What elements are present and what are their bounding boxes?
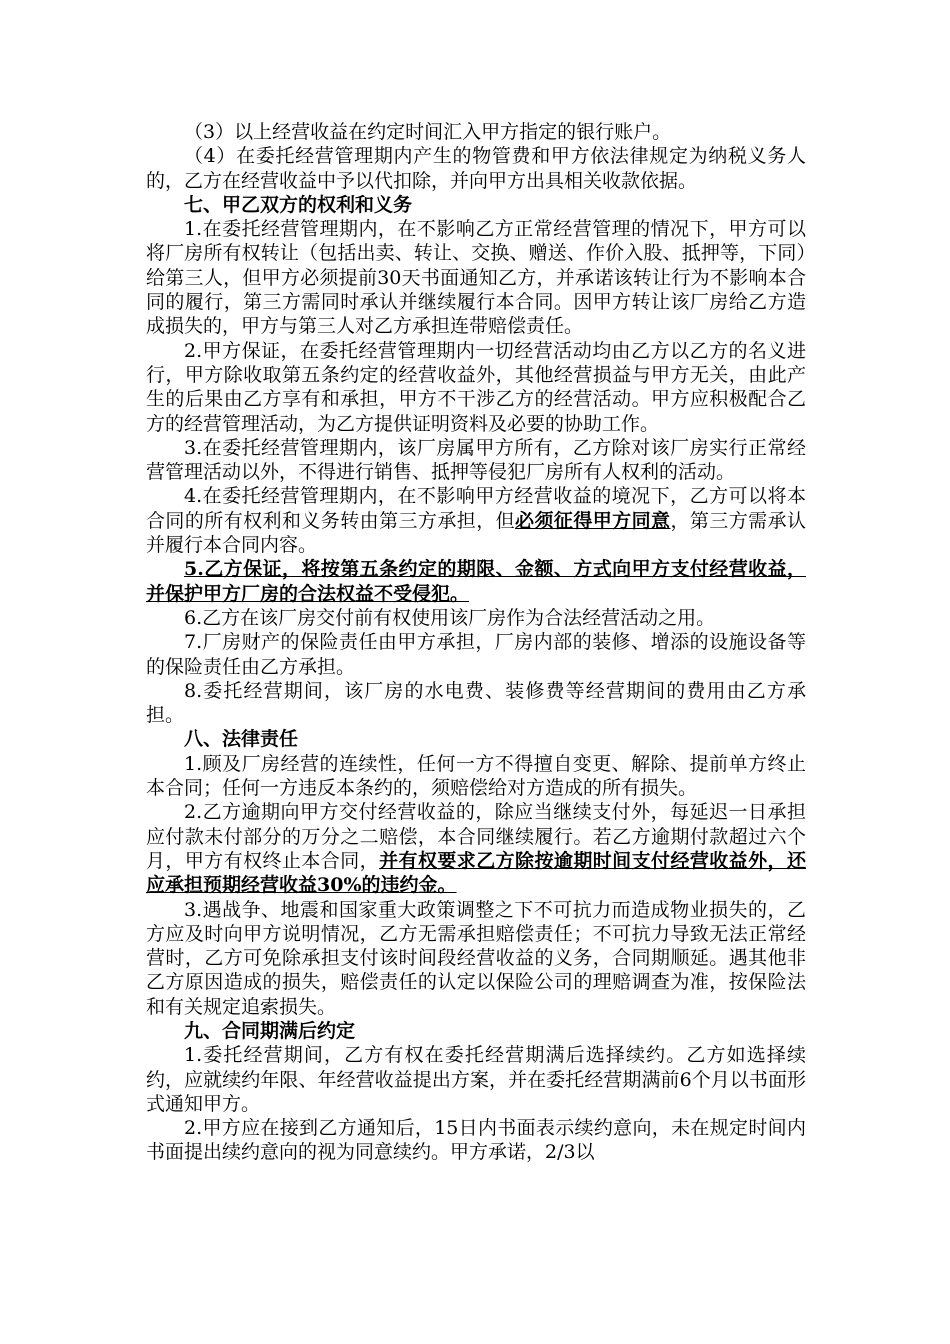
clause-text: 2.乙方逾期向甲方交付经营收益的，除应当继续支付外，每延迟一日承担应付款未付部分的万分之二赔偿，本合同继续履行。若乙方逾期付款超过六个月，甲方有权终止本合同， <box>146 801 806 872</box>
clause-7-7 <box>146 630 806 679</box>
document-page <box>146 120 806 1165</box>
clause-8-3 <box>146 898 806 1019</box>
emphasized-text: 5.乙方保证，将按第五条约定的期限、金额、方式向甲方支付经营收益，并保护甲方厂房的合法权益不受侵犯。 <box>146 558 806 605</box>
clause-text: 4.在委托经营管理期内，在不影响甲方经营收益的境况下，乙方可以将本合同的所有权利和义务转由第三方承担，但 <box>146 485 806 532</box>
section-heading-9 <box>146 1019 806 1043</box>
heading-text: 八、法律责任 <box>184 728 299 751</box>
clause-text: （3）以上经营收益在约定时间汇入甲方指定的银行账户。 <box>184 121 672 143</box>
clause-text: 3.在委托经营管理期内，该厂房属甲方所有，乙方除对该厂房实行正常经营管理活动以外，不得进行销售、抵押等侵犯厂房所有人权利的活动。 <box>146 436 806 484</box>
clause-7-5 <box>146 557 806 606</box>
clause-7-8 <box>146 679 806 728</box>
clause-text: 1.委托经营期间，乙方有权在委托经营期满后选择续约。乙方如选择续约，应就续约年限、年经营收益提出方案，并在委托经营期满前6个月以书面形式通知甲方。 <box>146 1044 806 1115</box>
clause-text: （4）在委托经营管理期内产生的物管费和甲方依法律规定为纳税义务人的，乙方在经营收益中予以代扣除，并向甲方出具相关收款依据。 <box>146 145 806 192</box>
clause-text: 2.甲方应在接到乙方通知后，15日内书面表示续约意向，未在规定时间内书面提出续约意向的视为同意续约。甲方承诺，2/3以 <box>146 1117 806 1164</box>
heading-text: 七、甲乙双方的权利和义务 <box>184 193 413 216</box>
clause-8-1 <box>146 752 806 801</box>
clause-text-after: ，第三方需承认并履行本合同内容。 <box>146 509 806 557</box>
clause-6-4 <box>146 144 806 193</box>
clause-text: 6.乙方在该厂房交付前有权使用该厂房作为合法经营活动之用。 <box>184 606 716 629</box>
clause-7-3 <box>146 436 806 485</box>
clause-text: 8.委托经营期间，该厂房的水电费、装修费等经营期间的费用由乙方承担。 <box>146 679 806 727</box>
clause-6-3 <box>146 120 806 144</box>
clause-9-1 <box>146 1043 806 1116</box>
emphasized-text: 并有权要求乙方除按逾期时间支付经营收益外，还应承担预期经营收益30%的违约金。 <box>146 849 806 897</box>
section-heading-8 <box>146 727 806 751</box>
emphasized-text: 必须征得甲方同意 <box>515 509 671 532</box>
clause-text: 1.在委托经营管理期内，在不影响乙方正常经营管理的情况下，甲方可以将厂房所有权转让（包括出卖、转让、交换、赠送、作价入股、抵押等，下同）给第三人，但甲方必须提前30天书面通知乙方，并承诺该转让行为不影响本合同的履行，第三方需同时承认并继续履行本合同。因甲方转让该厂房给乙方造成损失的，甲方与第三人对乙方承担连带赔偿责任。 <box>146 218 806 338</box>
clause-7-4 <box>146 484 806 557</box>
clause-7-2 <box>146 339 806 436</box>
clause-9-2 <box>146 1116 806 1165</box>
section-heading-7 <box>146 193 806 217</box>
clause-8-2 <box>146 800 806 897</box>
heading-text: 九、合同期满后约定 <box>184 1019 356 1042</box>
clause-text: 1.顾及厂房经营的连续性，任何一方不得擅自变更、解除、提前单方终止本合同；任何一方违反本条约的，须赔偿给对方造成的所有损失。 <box>146 752 806 800</box>
clause-text: 3.遇战争、地震和国家重大政策调整之下不可抗力而造成物业损失的，乙方应及时向甲方说明情况，乙方无需承担赔偿责任；不可抗力导致无法正常经营时，乙方可免除承担支付该时间段经营收益的义务，合同期顺延。遇其他非乙方原因造成的损失，赔偿责任的认定以保险公司的理赔调查为准，按保险法和有关规定追索损失。 <box>146 898 806 1018</box>
clause-text: 7.厂房财产的保险责任由甲方承担，厂房内部的装修、增添的设施设备等的保险责任由乙方承担。 <box>146 631 806 678</box>
clause-7-1 <box>146 217 806 338</box>
clause-7-6 <box>146 606 806 630</box>
clause-text: 2.甲方保证，在委托经营管理期内一切经营活动均由乙方以乙方的名义进行，甲方除收取第五条约定的经营收益外，其他经营损益与甲方无关，由此产生的后果由乙方享有和承担，甲方不干涉乙方的经营活动。甲方应积极配合乙方的经营管理活动，为乙方提供证明资料及必要的协助工作。 <box>146 339 806 435</box>
